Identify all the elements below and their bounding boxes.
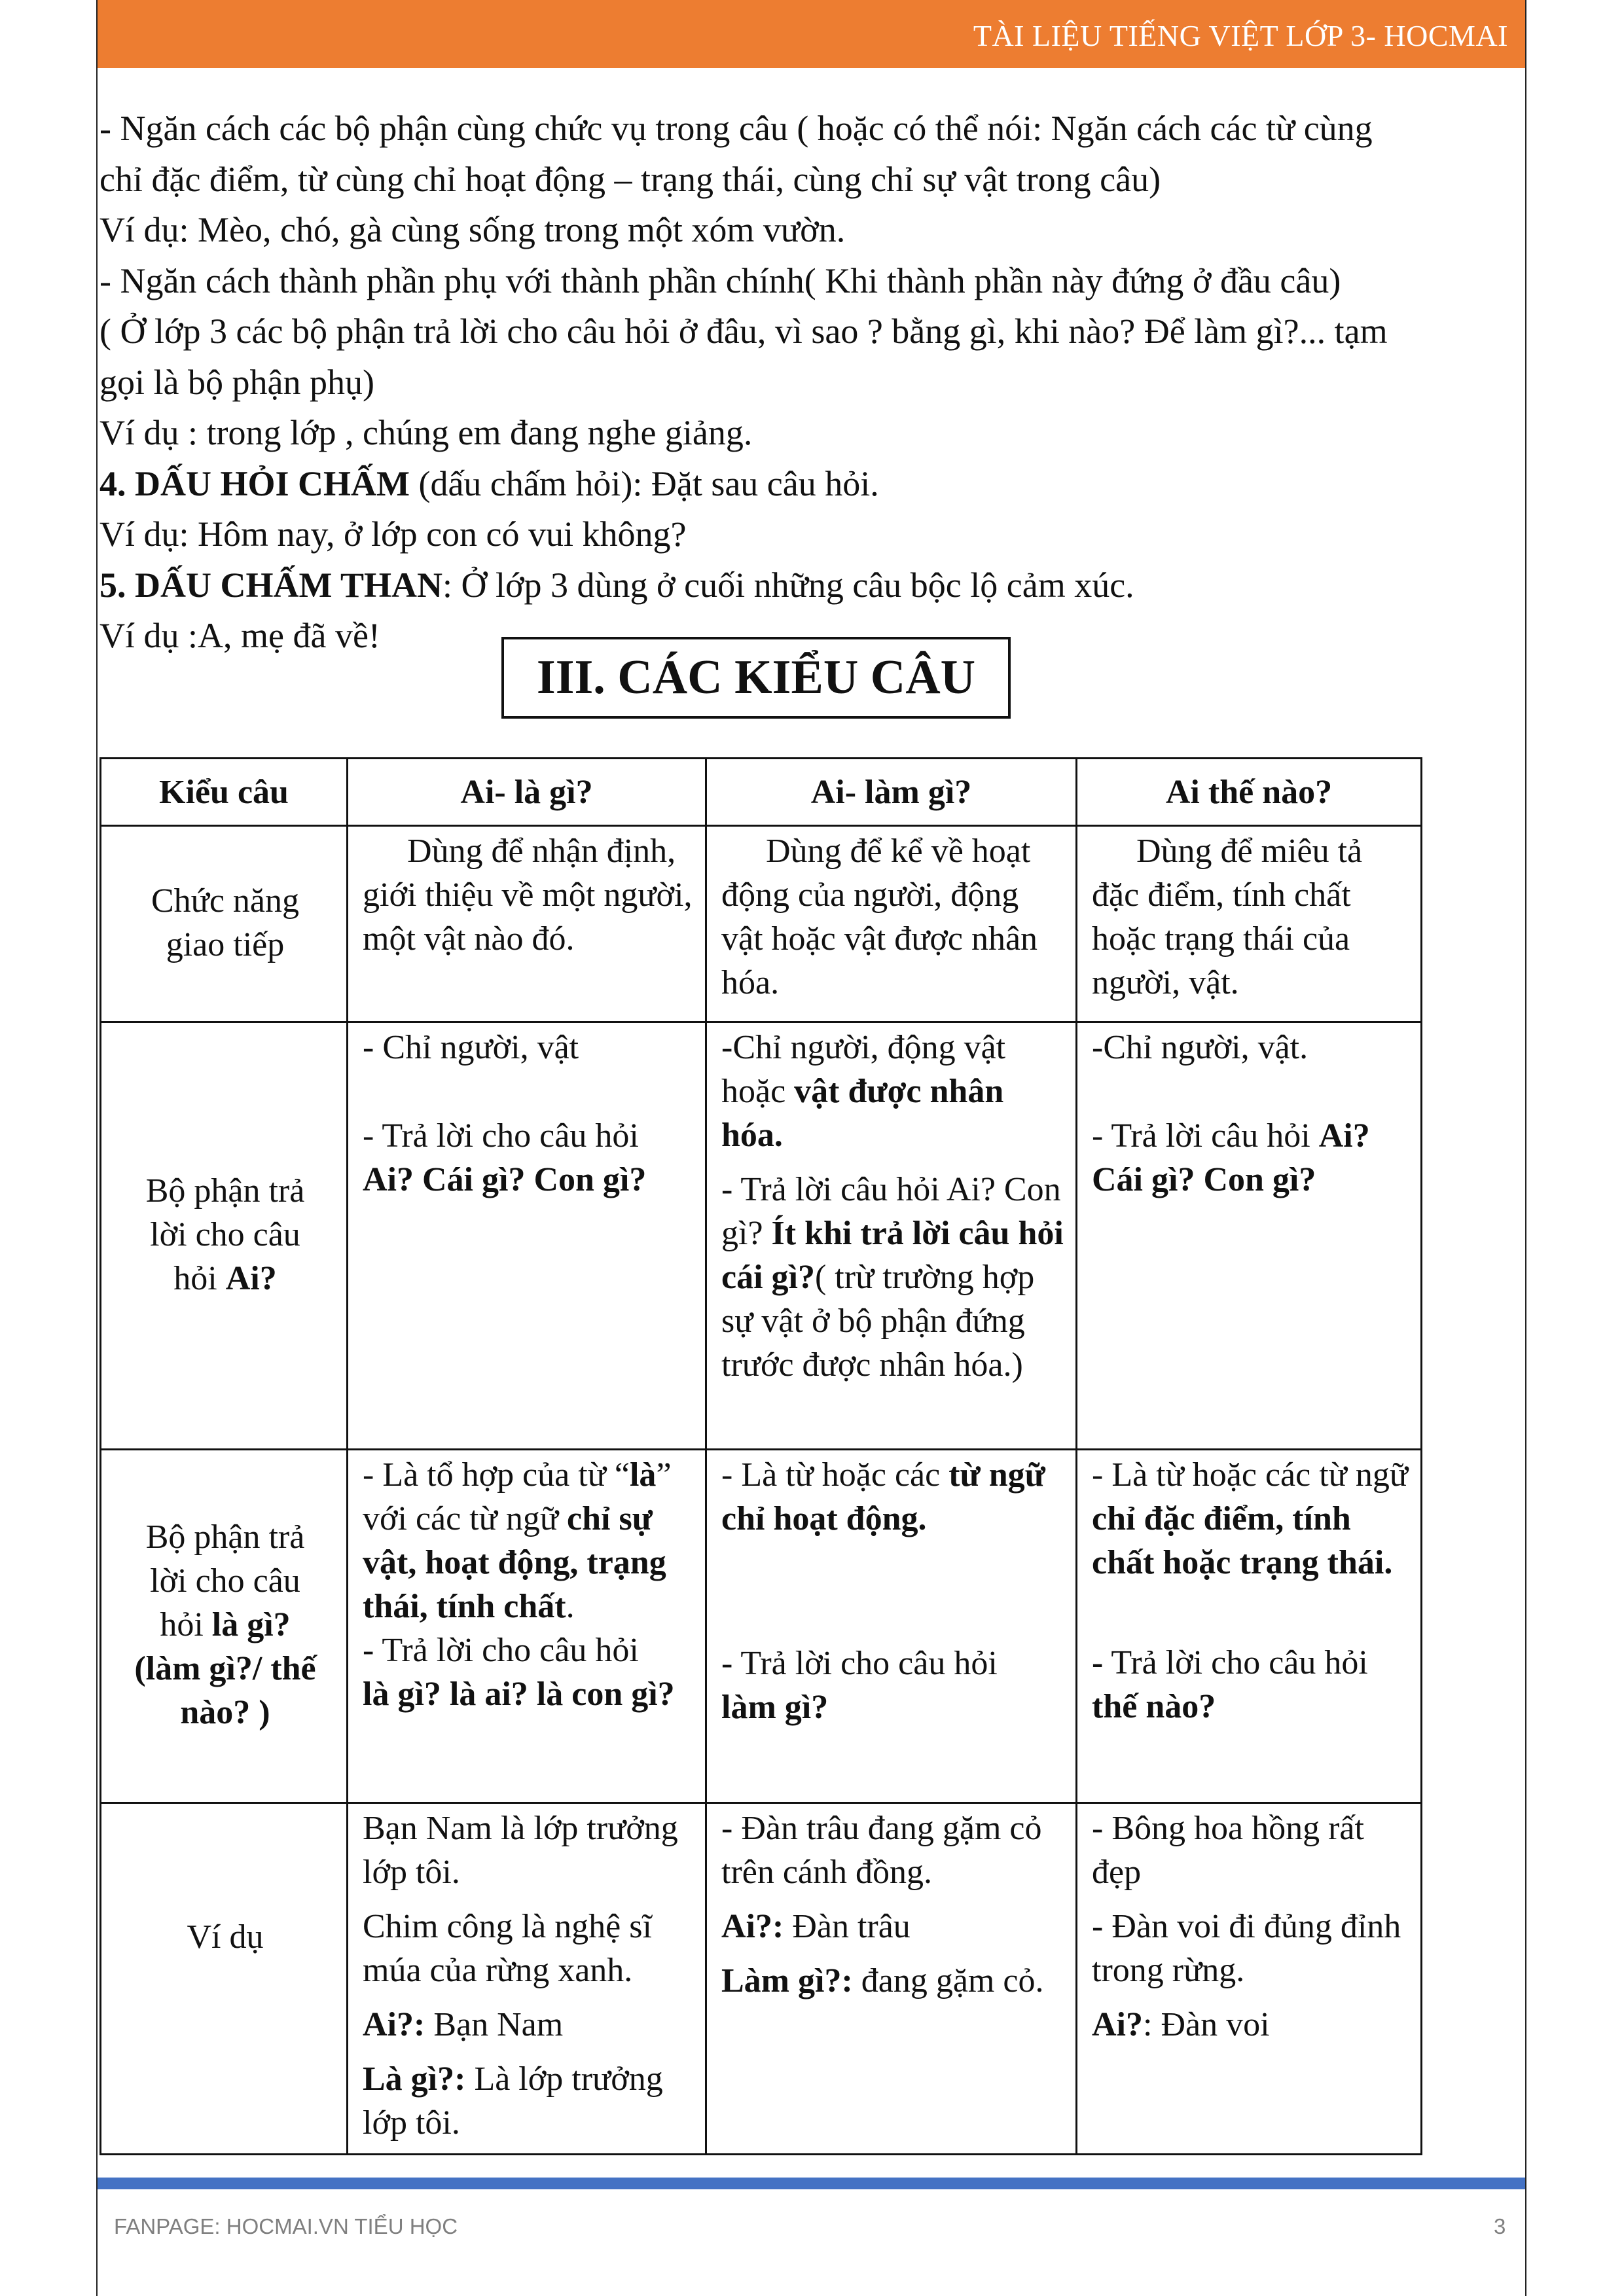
- column-header: Ai thế nào?: [1077, 759, 1422, 826]
- table-header-row: [101, 759, 1422, 826]
- body-line: Ví dụ :A, mẹ đã về!: [99, 616, 380, 655]
- row-header: Bộ phận trả lời cho câu hỏi là gì? (làm gì?/ thế nào? ): [101, 1450, 348, 1803]
- table-row: [101, 1803, 1422, 2155]
- heading-question-mark: 4. DẤU HỎI CHẤM: [99, 463, 410, 503]
- footer-divider: [98, 2178, 1525, 2189]
- row-header: Chức năng giao tiếp: [101, 826, 348, 1022]
- table-cell: -Chỉ người, vật. - Trả lời câu hỏi Ai? Cái gì? Con gì?: [1077, 1022, 1422, 1450]
- body-line: 4. DẤU HỎI CHẤM (dấu chấm hỏi): Đặt sau câu hỏi.: [99, 463, 879, 503]
- section-title: III. CÁC KIỂU CÂU: [501, 637, 1011, 719]
- body-line: Ví dụ: Hôm nay, ở lớp con có vui không?: [99, 514, 687, 554]
- page-number: 3: [1494, 2214, 1506, 2238]
- heading-exclamation-mark: 5. DẤU CHẤM THAN: [99, 565, 442, 605]
- table-row: [101, 1022, 1422, 1450]
- header-bar: [98, 0, 1525, 68]
- table-cell: - Đàn trâu đang gặm cỏ trên cánh đồng. Ai?: Đàn trâu Làm gì?: đang gặm cỏ.: [706, 1803, 1077, 2155]
- body-line: ( Ở lớp 3 các bộ phận trả lời cho câu hỏi ở đâu, vì sao ? bằng gì, khi nào? Để làm gì?... tạm: [99, 312, 1388, 351]
- table-cell: - Chỉ người, vật - Trả lời cho câu hỏi Ai? Cái gì? Con gì?: [348, 1022, 706, 1450]
- table-cell: - Bông hoa hồng rất đẹp - Đàn voi đi đủng đỉnh trong rừng. Ai?: Đàn voi: [1077, 1803, 1422, 2155]
- footer-fanpage: FANPAGE: HOCMAI.VN TIỂU HỌC: [114, 2214, 458, 2238]
- body-line: - Ngăn cách các bộ phận cùng chức vụ trong câu ( hoặc có thể nói: Ngăn cách các từ cùng: [99, 109, 1373, 148]
- column-header: Ai- làm gì?: [706, 759, 1077, 826]
- body-text: [99, 103, 1513, 662]
- table-row: [101, 826, 1422, 1022]
- body-line: - Ngăn cách thành phần phụ với thành phần chính( Khi thành phần này đứng ở đầu câu): [99, 260, 1341, 300]
- body-line: gọi là bộ phận phụ): [99, 362, 374, 402]
- body-line: Ví dụ: Mèo, chó, gà cùng sống trong một xóm vườn.: [99, 210, 846, 249]
- table-row: [101, 1450, 1422, 1803]
- column-header: Kiểu câu: [101, 759, 348, 826]
- row-header: Ví dụ: [101, 1803, 348, 2155]
- sentence-types-table: [99, 757, 1422, 2155]
- body-line: 5. DẤU CHẤM THAN: Ở lớp 3 dùng ở cuối những câu bộc lộ cảm xúc.: [99, 565, 1134, 605]
- body-line: chỉ đặc điểm, từ cùng chỉ hoạt động – trạng thái, cùng chỉ sự vật trong câu): [99, 159, 1161, 199]
- table-cell: Bạn Nam là lớp trưởng lớp tôi. Chim công là nghệ sĩ múa của rừng xanh. Ai?: Bạn Nam Là gì?: Là lớp trưởng lớp tôi.: [348, 1803, 706, 2155]
- column-header: Ai- là gì?: [348, 759, 706, 826]
- row-header: Bộ phận trả lời cho câu hỏi Ai?: [101, 1022, 348, 1450]
- header-title: TÀI LIỆU TIẾNG VIỆT LỚP 3- HOCMAI: [973, 19, 1508, 52]
- body-line: Ví dụ : trong lớp , chúng em đang nghe giảng.: [99, 413, 753, 452]
- table-cell: Dùng để miêu tả đặc điểm, tính chất hoặc trạng thái của người, vật.: [1077, 826, 1422, 1022]
- table-cell: Dùng để nhận định, giới thiệu về một người, một vật nào đó.: [348, 826, 706, 1022]
- table-cell: - Là từ hoặc các từ ngữ chỉ hoạt động. - Trả lời cho câu hỏi làm gì?: [706, 1450, 1077, 1803]
- table-cell: Dùng để kể về hoạt động của người, động vật hoặc vật được nhân hóa.: [706, 826, 1077, 1022]
- table-cell: -Chỉ người, động vật hoặc vật được nhân hóa. - Trả lời câu hỏi Ai? Con gì? Ít khi trả lời câu hỏi cái gì?( trừ trường hợp sự vật ở bộ phận đứng trước được nhân hóa.): [706, 1022, 1077, 1450]
- table-cell: - Là tổ hợp của từ “là” với các từ ngữ chỉ sự vật, hoạt động, trạng thái, tính chất. - Trả lời cho câu hỏi là gì? là ai? là con gì?: [348, 1450, 706, 1803]
- table-cell: - Là từ hoặc các từ ngữ chỉ đặc điểm, tính chất hoặc trạng thái. - Trả lời cho câu hỏi thế nào?: [1077, 1450, 1422, 1803]
